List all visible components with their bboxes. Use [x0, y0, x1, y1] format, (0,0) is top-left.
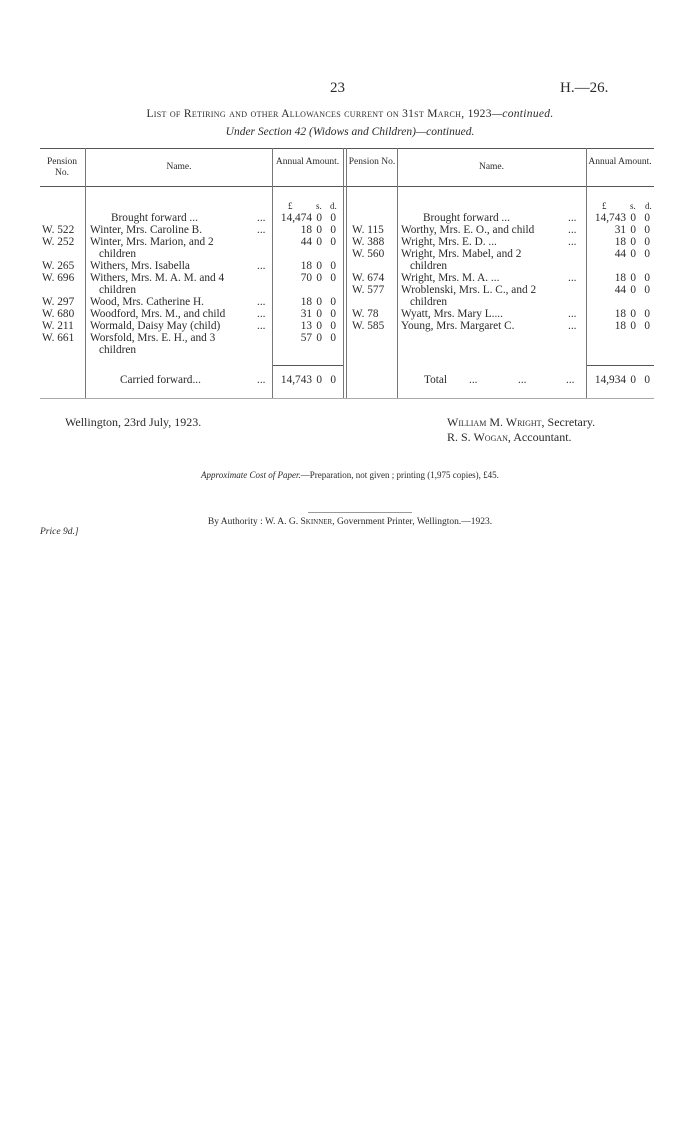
left-sum-rule: [272, 365, 344, 366]
amount-pence: 0: [644, 320, 650, 332]
table-header-rule: [40, 186, 654, 187]
pensioner-name-continued: children: [410, 296, 448, 308]
leader-dots: ...: [257, 224, 266, 236]
brought-forward-label: Brought forward ...: [111, 212, 198, 224]
table-top-rule: [40, 148, 654, 149]
printer-name: Skinner: [300, 517, 333, 527]
leader-dots: ...: [257, 260, 266, 272]
page-subtitle: Under Section 42 (Widows and Children)—continued.: [225, 126, 475, 138]
document-code: H.—26.: [560, 80, 609, 96]
col-divider: [343, 148, 344, 398]
amount-pence: 0: [330, 212, 336, 224]
amount-shillings: 0: [316, 236, 322, 248]
amount-pounds: 18: [614, 308, 626, 320]
leader-dots: ...: [518, 374, 527, 386]
authority-prefix: By Authority : W. A. G.: [207, 517, 301, 527]
leader-dots: ...: [568, 236, 577, 248]
pensioner-name-continued: children: [99, 248, 137, 260]
pensioner-name: Wormald, Daisy May (child): [90, 320, 221, 332]
title-suffix: —continued.: [491, 108, 554, 120]
leader-dots: ...: [257, 374, 266, 386]
amount-pence: 0: [330, 308, 336, 320]
leader-dots: ...: [568, 272, 577, 284]
amount-pounds: 31: [614, 224, 626, 236]
amount-shillings: 0: [316, 224, 322, 236]
cost-of-paper: [0, 470, 700, 480]
pensioner-name-continued: children: [99, 344, 137, 356]
amount-shillings: 0: [630, 248, 636, 260]
brought-forward-label: Brought forward ...: [423, 212, 510, 224]
amount-shillings: 0: [316, 320, 322, 332]
amount-pence: 0: [644, 308, 650, 320]
amount-pounds: 14,474: [280, 212, 312, 224]
pension-number: W. 661: [42, 332, 75, 344]
amount-shillings: 0: [630, 224, 636, 236]
pensioner-name: Winter, Mrs. Marion, and 2: [90, 236, 214, 248]
pounds-header: £: [602, 201, 607, 211]
price: Price 9d.]: [40, 527, 79, 537]
pension-number: W. 696: [42, 272, 75, 284]
leader-dots: ...: [257, 320, 266, 332]
signer-role: , Secretary.: [541, 415, 596, 429]
pensioner-name: Worthy, Mrs. E. O., and child: [401, 224, 535, 236]
amount-pence: 0: [644, 374, 650, 386]
place-date: Wellington, 23rd July, 1923.: [65, 415, 202, 429]
pounds-header: £: [288, 201, 293, 211]
pensioner-name: Wright, Mrs. M. A. ...: [401, 272, 500, 284]
amount-pence: 0: [644, 236, 650, 248]
pension-number: W. 78: [352, 308, 379, 320]
pence-header: d.: [330, 201, 337, 211]
pensioner-name: Wroblenski, Mrs. L. C., and 2: [401, 284, 537, 296]
header-name-right: Name.: [478, 162, 505, 172]
leader-dots: ...: [568, 224, 577, 236]
pensioner-name: Wood, Mrs. Catherine H.: [90, 296, 204, 308]
pension-number: W. 388: [352, 236, 385, 248]
amount-shillings: 0: [630, 212, 636, 224]
amount-shillings: 0: [316, 296, 322, 308]
amount-pence: 0: [330, 236, 336, 248]
carried-forward-label: Carried forward...: [120, 374, 201, 386]
amount-pounds: 70: [300, 272, 312, 284]
pension-number: W. 211: [42, 320, 74, 332]
amount-shillings: 0: [316, 374, 322, 386]
pension-number: W. 297: [42, 296, 75, 308]
col-divider: [85, 148, 86, 398]
amount-pence: 0: [644, 212, 650, 224]
pensioner-name: Withers, Mrs. Isabella: [90, 260, 190, 272]
shillings-header: s.: [630, 201, 636, 211]
amount-pence: 0: [330, 296, 336, 308]
amount-pounds: 18: [300, 224, 312, 236]
authority-suffix: , Government Printer, Wellington.—1923.: [332, 517, 493, 527]
page-number: 23: [330, 80, 345, 96]
title-text: List of Retiring and other Allowances current on 31st March, 1923: [146, 108, 492, 120]
right-sum-rule: [587, 365, 654, 366]
amount-pence: 0: [644, 224, 650, 236]
amount-pounds: 57: [300, 332, 312, 344]
leader-dots: ...: [568, 308, 577, 320]
amount-shillings: 0: [316, 260, 322, 272]
amount-pounds: 18: [614, 320, 626, 332]
cost-text: —Preparation, not given ; printing (1,975 copies), £45.: [300, 470, 499, 480]
pensioner-name-continued: children: [99, 284, 137, 296]
pension-number: W. 585: [352, 320, 385, 332]
amount-pence: 0: [330, 332, 336, 344]
amount-pence: 0: [330, 224, 336, 236]
cost-label: Approximate Cost of Paper.: [201, 470, 301, 480]
amount-pounds: 13: [300, 320, 312, 332]
leader-dots: ...: [566, 374, 575, 386]
amount-pence: 0: [644, 272, 650, 284]
amount-pounds: 14,743: [280, 374, 312, 386]
pension-number: W. 265: [42, 260, 75, 272]
header-name-left: Name.: [166, 162, 192, 172]
header-amount-left: Annual Amount.: [275, 157, 340, 167]
pensioner-name-continued: children: [410, 260, 448, 272]
header-pension-no-left: Pension No.: [46, 157, 78, 178]
pension-number: W. 252: [42, 236, 75, 248]
pensioner-name: Winter, Mrs. Caroline B.: [90, 224, 203, 236]
pension-number: W. 680: [42, 308, 75, 320]
leader-dots: ...: [257, 296, 266, 308]
leader-dots: ...: [257, 308, 266, 320]
amount-pounds: 44: [614, 248, 626, 260]
signer-role: , Accountant.: [507, 430, 572, 444]
page-title: [0, 108, 700, 120]
amount-pounds: 44: [614, 284, 626, 296]
pensioner-name: Wright, Mrs. Mabel, and 2: [401, 248, 522, 260]
amount-shillings: 0: [630, 320, 636, 332]
amount-shillings: 0: [630, 374, 636, 386]
amount-pounds: 18: [300, 296, 312, 308]
amount-shillings: 0: [316, 212, 322, 224]
amount-shillings: 0: [316, 332, 322, 344]
amount-shillings: 0: [630, 272, 636, 284]
amount-pence: 0: [644, 284, 650, 296]
leader-dots: ...: [568, 212, 577, 224]
leader-dots: ...: [257, 212, 266, 224]
pence-header: d.: [645, 201, 652, 211]
table-bottom-rule: [40, 398, 654, 399]
pension-number: W. 560: [352, 248, 385, 260]
pensioner-name: Young, Mrs. Margaret C.: [401, 320, 515, 332]
col-divider: [397, 148, 398, 398]
amount-pence: 0: [330, 374, 336, 386]
signature-secretary: [447, 415, 595, 430]
amount-pounds: 18: [614, 236, 626, 248]
header-amount-right: Annual Amount.: [588, 157, 652, 167]
shillings-header: s.: [316, 201, 322, 211]
amount-shillings: 0: [630, 308, 636, 320]
amount-shillings: 0: [316, 308, 322, 320]
pensioner-name: Wyatt, Mrs. Mary L....: [401, 308, 503, 320]
signer-name: William M. Wright: [447, 415, 542, 429]
pensioner-name: Wright, Mrs. E. D. ...: [401, 236, 497, 248]
pension-number: W. 522: [42, 224, 75, 236]
amount-pence: 0: [330, 260, 336, 272]
amount-pounds: 31: [300, 308, 312, 320]
amount-pence: 0: [644, 248, 650, 260]
printer-authority: [0, 517, 700, 527]
signer-name: R. S. Wogan: [447, 430, 508, 444]
signature-accountant: [447, 430, 572, 445]
leader-dots: ...: [469, 374, 478, 386]
pensioner-name: Withers, Mrs. M. A. M. and 4: [90, 272, 225, 284]
amount-shillings: 0: [316, 272, 322, 284]
pensioner-name: Woodford, Mrs. M., and child: [90, 308, 226, 320]
footer-divider: [308, 512, 412, 513]
amount-shillings: 0: [630, 236, 636, 248]
amount-pence: 0: [330, 272, 336, 284]
amount-pounds: 44: [300, 236, 312, 248]
col-divider: [346, 148, 347, 398]
pension-number: W. 115: [352, 224, 384, 236]
header-pension-no-right: Pension No.: [348, 157, 396, 167]
pensioner-name: Worsfold, Mrs. E. H., and 3: [90, 332, 216, 344]
total-label: Total: [424, 374, 448, 386]
amount-pounds: 18: [614, 272, 626, 284]
amount-shillings: 0: [630, 284, 636, 296]
amount-pounds: 14,934: [594, 374, 626, 386]
leader-dots: ...: [568, 320, 577, 332]
pension-number: W. 577: [352, 284, 385, 296]
pension-number: W. 674: [352, 272, 385, 284]
amount-pounds: 14,743: [594, 212, 626, 224]
amount-pence: 0: [330, 320, 336, 332]
amount-pounds: 18: [300, 260, 312, 272]
